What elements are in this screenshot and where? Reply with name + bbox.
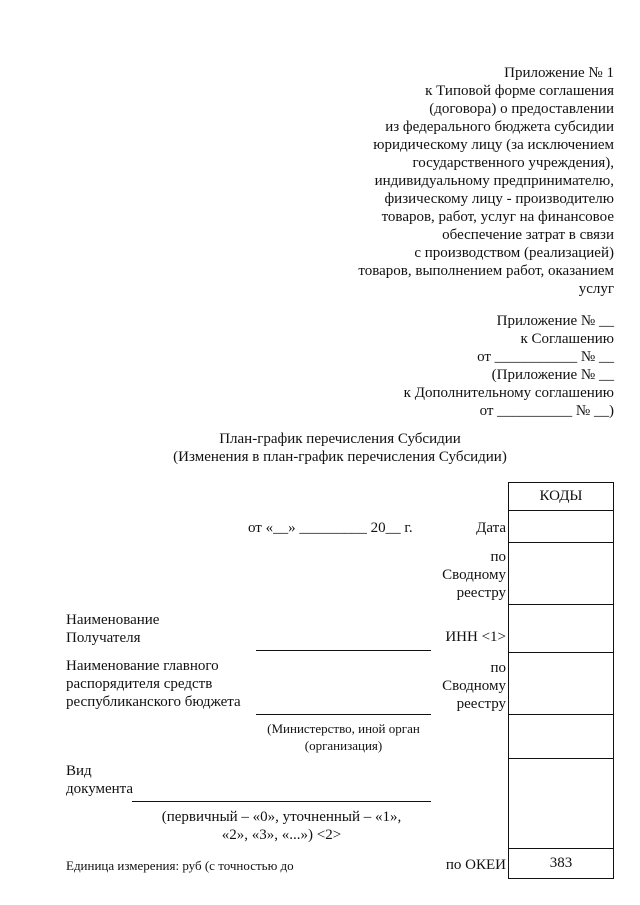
codes-header: КОДЫ [509,483,614,511]
recipient-label-line: Наименование [66,612,160,628]
unit-label: Единица измерения: руб (с точностью до [66,858,294,873]
doc-type-note-line: (первичный – «0», уточненный – «1», [161,809,402,825]
appendix-1-line: товаров, выполнением работ, оказанием [358,263,614,279]
code-cell-doc-type [509,759,614,849]
doc-type-label-line: Вид [66,763,92,779]
title-line-1: План-график перечисления Субсидии [219,431,461,447]
appendix-1-line: Приложение № 1 [504,65,614,81]
label-inn: ИНН <1> [445,629,506,645]
registry-1-line: Сводному [442,567,506,583]
code-cell-inn [509,605,614,653]
doc-type-note-line: «2», «3», «...») <2> [221,827,342,843]
registry-1-line: реестру [456,585,506,601]
date-line: от «__» _________ 20__ г. [248,520,413,536]
codes-table [508,482,614,879]
appendix-1-line: товаров, работ, услуг на финансовое [381,209,614,225]
ministry-note-line: (организация) [304,738,383,753]
appendix-1-line: с производством (реализацией) [414,245,614,261]
main-manager-label-line: распорядителя средств [66,676,213,692]
appendix-2-line: от ___________ № __ [477,349,614,365]
appendix-2-line: к Соглашению [520,331,614,347]
registry-1-line: по [490,549,506,565]
code-cell-blank [509,715,614,759]
label-registry-1 [442,548,506,602]
appendix-1-line: юридическому лицу (за исключением [373,137,614,153]
doc-type-label [66,762,133,798]
appendix-1-line: государственного учреждения), [412,155,614,171]
appendix-2-line: Приложение № __ [496,313,614,329]
appendix-1-line: обеспечение затрат в связи [442,227,614,243]
main-manager-label-line: республиканского бюджета [66,694,241,710]
appendix-1-line: (договора) о предоставлении [429,101,614,117]
appendix-1-line: из федерального бюджета субсидии [385,119,614,135]
label-registry-2 [442,659,506,713]
code-cell-registry-2 [509,653,614,715]
main-manager-label-line: Наименование главного [66,658,219,674]
appendix-2-line: (Приложение № __ [491,367,614,383]
appendix-1-block [358,64,614,298]
recipient-label-line: Получателя [66,630,141,646]
appendix-1-line: к Типовой форме соглашения [425,83,614,99]
main-manager-label [66,657,241,711]
appendix-2-block [404,312,614,420]
recipient-label [66,611,159,647]
main-manager-underline [256,714,431,715]
title-line-2: (Изменения в план-график перечисления Субсидии) [173,449,507,465]
appendix-1-line: физическому лицу - производителю [384,191,614,207]
code-cell-registry-1 [509,543,614,605]
doc-type-underline [132,801,431,802]
appendix-1-line: индивидуальному предпринимателю, [374,173,614,189]
appendix-1-line: услуг [578,281,614,297]
document-title [0,430,640,466]
appendix-2-line: к Дополнительному соглашению [403,385,614,401]
label-okei: по ОКЕИ [445,857,506,873]
registry-2-line: по [490,660,506,676]
ministry-note [256,720,431,754]
appendix-2-line: от __________ № __) [479,403,614,419]
code-cell-okei: 383 [509,849,614,879]
ministry-note-line: (Министерство, иной орган [267,721,420,736]
doc-type-label-line: документа [66,781,134,797]
doc-type-note [132,808,431,844]
registry-2-line: реестру [456,696,506,712]
registry-2-line: Сводному [442,678,506,694]
recipient-underline [256,650,431,651]
label-date: Дата [476,520,506,536]
code-cell-date [509,511,614,543]
